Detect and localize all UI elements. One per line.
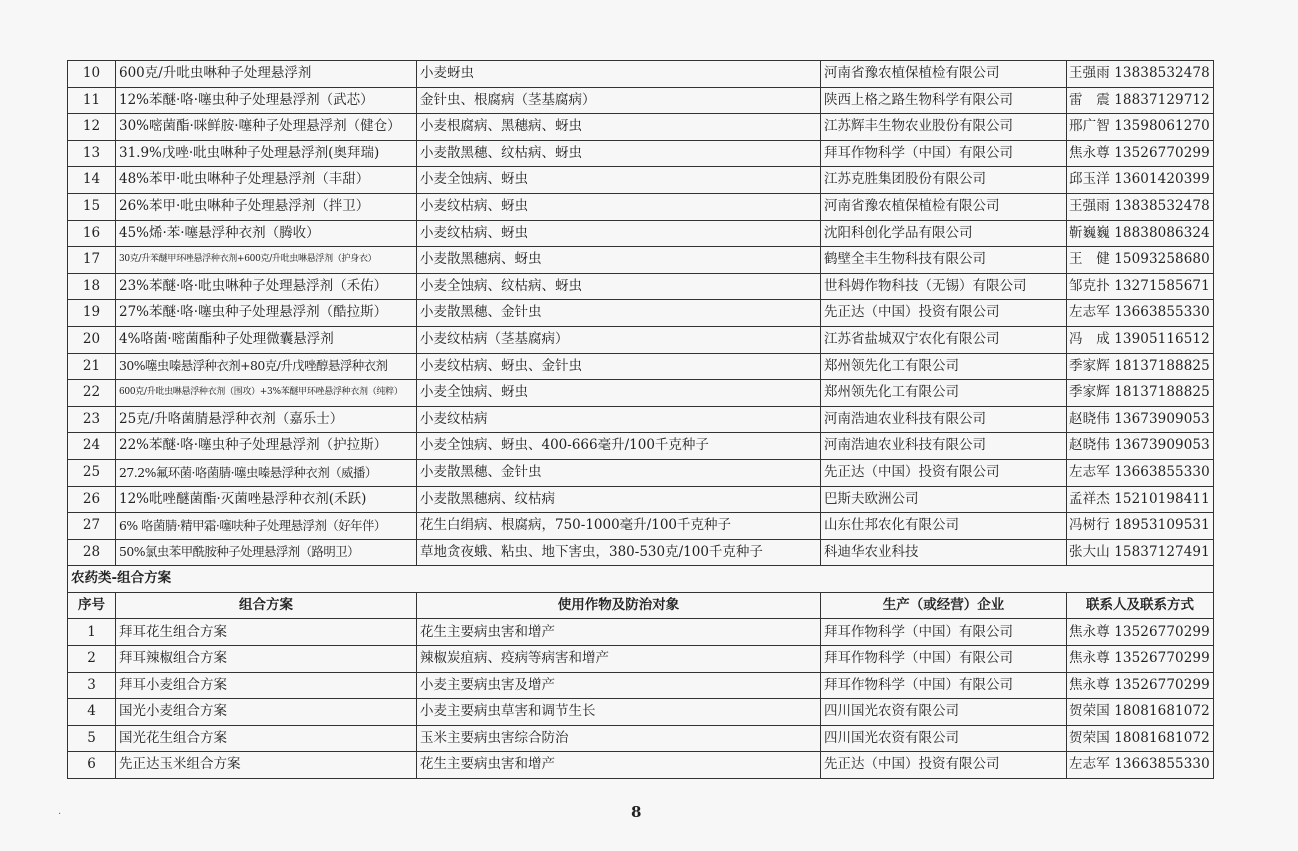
table-row [68,326,1214,353]
table-row [68,140,1214,167]
target-cell: 小麦根腐病、黑穗病、蚜虫 [417,114,821,141]
target-cell: 小麦纹枯病（茎基腐病） [417,326,821,353]
row-number-cell: 20 [68,326,116,353]
target-cell: 小麦全蚀病、蚜虫、400-666毫升/100千克种子 [417,433,821,460]
table-row [68,646,1214,673]
header-no: 序号 [68,592,116,619]
contact-cell: 邹克扑 13271585671 [1067,273,1214,300]
product-cell: 48%苯甲·吡虫啉种子处理悬浮剂（丰甜） [116,167,417,194]
company-cell: 拜耳作物科学（中国）有限公司 [821,672,1067,699]
contact-cell: 王强雨 13838532478 [1067,193,1214,220]
target-cell: 小麦纹枯病 [417,406,821,433]
column-header-row [68,592,1214,619]
row-number-cell: 14 [68,167,116,194]
row-number-cell: 1 [68,619,116,646]
row-number-cell: 21 [68,353,116,380]
company-cell: 拜耳作物科学（中国）有限公司 [821,140,1067,167]
row-number-cell: 11 [68,87,116,114]
table-row [68,61,1214,88]
contact-cell: 焦永尊 13526770299 [1067,619,1214,646]
table-row [68,167,1214,194]
target-cell: 玉米主要病虫害综合防治 [417,725,821,752]
product-cell: 12%吡唑醚菌酯·灭菌唑悬浮种衣剂(禾跃) [116,486,417,513]
table-row [68,247,1214,274]
contact-cell: 靳巍巍 18838086324 [1067,220,1214,247]
product-cell: 22%苯醚·咯·噻虫种子处理悬浮剂（护拉斯） [116,433,417,460]
product-cell: 30克/升苯醚甲环唑悬浮种衣剂+600克/升吡虫啉悬浮剂（护身衣） [116,247,417,274]
stray-mark: . [58,806,62,817]
target-cell: 小麦散黑穗病、蚜虫 [417,247,821,274]
product-cell: 拜耳花生组合方案 [116,619,417,646]
product-cell: 23%苯醚·咯·吡虫啉种子处理悬浮剂（禾佑） [116,273,417,300]
table-row [68,672,1214,699]
contact-cell: 冯 成 13905116512 [1067,326,1214,353]
section-blank-cell [1067,566,1214,593]
contact-cell: 季家辉 18137188825 [1067,380,1214,407]
target-cell: 花生主要病虫害和增产 [417,619,821,646]
product-cell: 12%苯醚·咯·噻虫种子处理悬浮剂（武芯） [116,87,417,114]
contact-cell: 焦永尊 13526770299 [1067,672,1214,699]
table-row [68,193,1214,220]
contact-cell: 邢广智 13598061270 [1067,114,1214,141]
product-table [67,60,1214,779]
company-cell: 河南浩迪农业科技有限公司 [821,406,1067,433]
row-number-cell: 22 [68,380,116,407]
target-cell: 小麦主要病虫草害和调节生长 [417,699,821,726]
row-number-cell: 26 [68,486,116,513]
product-cell: 4%咯菌·嘧菌酯种子处理微囊悬浮剂 [116,326,417,353]
company-cell: 江苏省盐城双宁农化有限公司 [821,326,1067,353]
contact-cell: 贺荣国 18081681072 [1067,699,1214,726]
contact-cell: 左志军 13663855330 [1067,459,1214,486]
header-target: 使用作物及防治对象 [417,592,821,619]
contact-cell: 雷 震 18837129712 [1067,87,1214,114]
product-cell: 国光小麦组合方案 [116,699,417,726]
company-cell: 沈阳科创化学品有限公司 [821,220,1067,247]
row-number-cell: 25 [68,459,116,486]
product-cell: 拜耳小麦组合方案 [116,672,417,699]
company-cell: 河南浩迪农业科技有限公司 [821,433,1067,460]
target-cell: 小麦全蚀病、蚜虫 [417,380,821,407]
target-cell: 小麦纹枯病、蚜虫 [417,193,821,220]
contact-cell: 季家辉 18137188825 [1067,353,1214,380]
contact-cell: 冯树行 18953109531 [1067,513,1214,540]
product-cell: 31.9%戊唑·吡虫啉种子处理悬浮剂(奥拜瑞) [116,140,417,167]
company-cell: 巴斯夫欧洲公司 [821,486,1067,513]
row-number-cell: 16 [68,220,116,247]
table-row [68,380,1214,407]
company-cell: 鹤壁全丰生物科技有限公司 [821,247,1067,274]
company-cell: 先正达（中国）投资有限公司 [821,459,1067,486]
company-cell: 江苏克胜集团股份有限公司 [821,167,1067,194]
product-cell: 拜耳辣椒组合方案 [116,646,417,673]
table-row [68,406,1214,433]
table-row [68,513,1214,540]
product-cell: 30%噻虫嗪悬浮种衣剂+80克/升戊唑醇悬浮种衣剂 [116,353,417,380]
product-cell: 26%苯甲·吡虫啉种子处理悬浮剂（拌卫） [116,193,417,220]
row-number-cell: 23 [68,406,116,433]
target-cell: 小麦散黑穗、金针虫 [417,459,821,486]
product-cell: 6% 咯菌腈·精甲霜·噻呋种子处理悬浮剂（好年伴） [116,513,417,540]
product-cell: 50%氯虫苯甲酰胺种子处理悬浮剂（路明卫） [116,539,417,566]
company-cell: 河南省豫农植保植检有限公司 [821,61,1067,88]
target-cell: 辣椒炭疽病、疫病等病害和增产 [417,646,821,673]
company-cell: 山东仕邦农化有限公司 [821,513,1067,540]
contact-cell: 王 健 15093258680 [1067,247,1214,274]
company-cell: 科迪华农业科技 [821,539,1067,566]
row-number-cell: 28 [68,539,116,566]
product-cell: 30%嘧菌酯·咪鲜胺·噻种子处理悬浮剂（健仓） [116,114,417,141]
company-cell: 河南省豫农植保植检有限公司 [821,193,1067,220]
table-row [68,539,1214,566]
row-number-cell: 15 [68,193,116,220]
target-cell: 小麦纹枯病、蚜虫 [417,220,821,247]
target-cell: 小麦散黑穗、金针虫 [417,300,821,327]
target-cell: 小麦全蚀病、蚜虫 [417,167,821,194]
company-cell: 郑州领先化工有限公司 [821,380,1067,407]
combo-plans-body [68,619,1214,779]
table-row [68,459,1214,486]
product-cell: 45%烯·苯·噻悬浮种衣剂（腾收） [116,220,417,247]
contact-cell: 左志军 13663855330 [1067,300,1214,327]
table-row [68,220,1214,247]
table-row [68,725,1214,752]
row-number-cell: 17 [68,247,116,274]
product-cell: 600克/升吡虫啉种子处理悬浮剂 [116,61,417,88]
product-cell: 25克/升咯菌腈悬浮种衣剂（嘉乐士） [116,406,417,433]
target-cell: 金针虫、根腐病（茎基腐病） [417,87,821,114]
section-title: 农药类-组合方案 [68,566,1067,593]
table-row [68,433,1214,460]
target-cell: 小麦散黑穗病、纹枯病 [417,486,821,513]
page-number: 8 [631,803,642,821]
product-cell: 27%苯醚·咯·噻虫种子处理悬浮剂（酷拉斯） [116,300,417,327]
table-row [68,300,1214,327]
row-number-cell: 10 [68,61,116,88]
target-cell: 花生白绢病、根腐病，750-1000毫升/100千克种子 [417,513,821,540]
row-number-cell: 4 [68,699,116,726]
target-cell: 花生主要病虫害和增产 [417,752,821,779]
single-products-body [68,61,1214,566]
contact-cell: 赵晓伟 13673909053 [1067,406,1214,433]
company-cell: 陕西上格之路生物科学有限公司 [821,87,1067,114]
section-header-body [68,566,1214,619]
row-number-cell: 27 [68,513,116,540]
table-row [68,752,1214,779]
row-number-cell: 18 [68,273,116,300]
target-cell: 小麦蚜虫 [417,61,821,88]
target-cell: 草地贪夜蛾、粘虫、地下害虫，380-530克/100千克种子 [417,539,821,566]
table-row [68,486,1214,513]
section-row [68,566,1214,593]
contact-cell: 焦永尊 13526770299 [1067,646,1214,673]
table-row [68,699,1214,726]
row-number-cell: 24 [68,433,116,460]
header-contact: 联系人及联系方式 [1067,592,1214,619]
contact-cell: 邱玉洋 13601420399 [1067,167,1214,194]
header-company: 生产（或经营）企业 [821,592,1067,619]
row-number-cell: 5 [68,725,116,752]
product-cell: 先正达玉米组合方案 [116,752,417,779]
company-cell: 世科姆作物科技（无锡）有限公司 [821,273,1067,300]
table-row [68,87,1214,114]
company-cell: 四川国光农资有限公司 [821,725,1067,752]
contact-cell: 张大山 15837127491 [1067,539,1214,566]
target-cell: 小麦散黑穗、纹枯病、蚜虫 [417,140,821,167]
contact-cell: 焦永尊 13526770299 [1067,140,1214,167]
table-row [68,619,1214,646]
target-cell: 小麦纹枯病、蚜虫、金针虫 [417,353,821,380]
row-number-cell: 19 [68,300,116,327]
target-cell: 小麦全蚀病、纹枯病、蚜虫 [417,273,821,300]
company-cell: 拜耳作物科学（中国）有限公司 [821,646,1067,673]
product-cell: 27.2%氟环菌·咯菌腈·噻虫嗪悬浮种衣剂（威播） [116,459,417,486]
contact-cell: 左志军 13663855330 [1067,752,1214,779]
company-cell: 江苏辉丰生物农业股份有限公司 [821,114,1067,141]
table-row [68,273,1214,300]
product-cell: 国光花生组合方案 [116,725,417,752]
contact-cell: 孟祥杰 15210198411 [1067,486,1214,513]
company-cell: 拜耳作物科学（中国）有限公司 [821,619,1067,646]
company-cell: 先正达（中国）投资有限公司 [821,300,1067,327]
table-row [68,114,1214,141]
row-number-cell: 13 [68,140,116,167]
row-number-cell: 3 [68,672,116,699]
product-cell: 600克/升吡虫啉悬浮种衣剂（围攻）+3%苯醚甲环唑悬浮种衣剂（纯粹） [116,380,417,407]
header-plan: 组合方案 [116,592,417,619]
contact-cell: 王强雨 13838532478 [1067,61,1214,88]
target-cell: 小麦主要病虫害及增产 [417,672,821,699]
company-cell: 先正达（中国）投资有限公司 [821,752,1067,779]
row-number-cell: 6 [68,752,116,779]
contact-cell: 贺荣国 18081681072 [1067,725,1214,752]
company-cell: 四川国光农资有限公司 [821,699,1067,726]
contact-cell: 赵晓伟 13673909053 [1067,433,1214,460]
row-number-cell: 2 [68,646,116,673]
table-row [68,353,1214,380]
company-cell: 郑州领先化工有限公司 [821,353,1067,380]
row-number-cell: 12 [68,114,116,141]
